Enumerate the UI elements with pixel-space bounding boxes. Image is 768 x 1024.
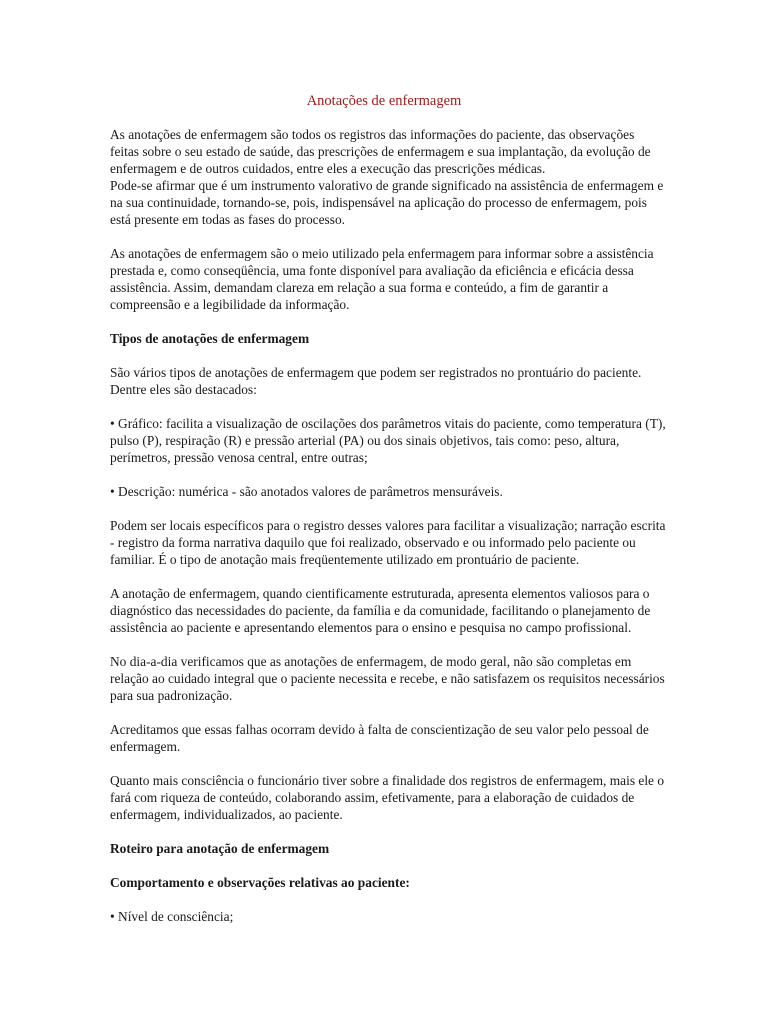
- paragraph-instrument: Pode-se afirmar que é um instrumento valorativo de grande significado na assistência de enfermagem e na sua continuidade, tornando-se, pois, indispensável na aplicação do processo de enfermagem, pois está presente em todas as fases do processo.: [110, 178, 664, 227]
- paragraph-failures: Acreditamos que essas falhas ocorram devido à falta de conscientização de seu valor pelo pessoal de enfermagem.: [110, 722, 649, 754]
- paragraph-communication: As anotações de enfermagem são o meio utilizado pela enfermagem para informar sobre a assistência prestada e, como conseqüência, uma fonte disponível para avaliação da eficiência e eficácia dessa assistência. Assim, demandam clareza em relação a sua forma e conteúdo, a fim de garantir a compreensão e a legibilidade da informação.: [110, 246, 654, 312]
- paragraph-daily: No dia-a-dia verificamos que as anotações de enfermagem, de modo geral, não são completas em relação ao cuidado integral que o paciente necessita e recebe, e não satisfazem os requisitos necessários para sua padronização.: [110, 654, 665, 703]
- heading-behavior: Comportamento e observações relativas ao paciente:: [110, 875, 410, 890]
- paragraph-types-intro: São vários tipos de anotações de enfermagem que podem ser registrados no prontuário do paciente. Dentre eles são destacados:: [110, 365, 642, 397]
- paragraph-awareness: Quanto mais consciência o funcionário tiver sobre a finalidade dos registros de enfermagem, mais ele o fará com riqueza de conteúdo, colaborando assim, efetivamente, para a elaboração de cuidados de enfermagem, individualizados, ao paciente.: [110, 773, 665, 822]
- heading-roadmap: Roteiro para anotação de enfermagem: [110, 841, 330, 856]
- heading-types: Tipos de anotações de enfermagem: [110, 331, 310, 346]
- paragraph-definition: As anotações de enfermagem são todos os registros das informações do paciente, das observações feitas sobre o seu estado de saúde, das prescrições de enfermagem e sua implantação, da evolução de enfermagem e de outros cuidados, entre eles a execução das prescrições médicas.: [110, 127, 651, 176]
- paragraph-locations: Podem ser locais específicos para o registro desses valores para facilitar a visualização; narração escrita - registro da forma narrativa daquilo que foi realizado, observado e ou informado pelo paciente ou familiar. É o tipo de anotação mais freqüentemente utilizado em prontuário de paciente.: [110, 518, 666, 567]
- bullet-graphic: • Gráfico: facilita a visualização de oscilações dos parâmetros vitais do paciente, como temperatura (T), pulso (P), respiração (R) e pressão arterial (PA) ou dos sinais objetivos, tais como: peso, altura, perímetros, pressão venosa central, entre outras;: [110, 416, 666, 465]
- bullet-consciousness: • Nível de consciência;: [110, 909, 234, 924]
- document-title: Anotações de enfermagem: [306, 93, 462, 109]
- document-body: [110, 126, 666, 942]
- paragraph-structured: A anotação de enfermagem, quando cientificamente estruturada, apresenta elementos valiosos para o diagnóstico das necessidades do paciente, da família e da comunidade, facilitando o planejamento de assistência ao paciente e apresentando elementos para o ensino e pesquisa no campo profissional.: [110, 586, 651, 635]
- bullet-description: • Descrição: numérica - são anotados valores de parâmetros mensuráveis.: [110, 484, 503, 499]
